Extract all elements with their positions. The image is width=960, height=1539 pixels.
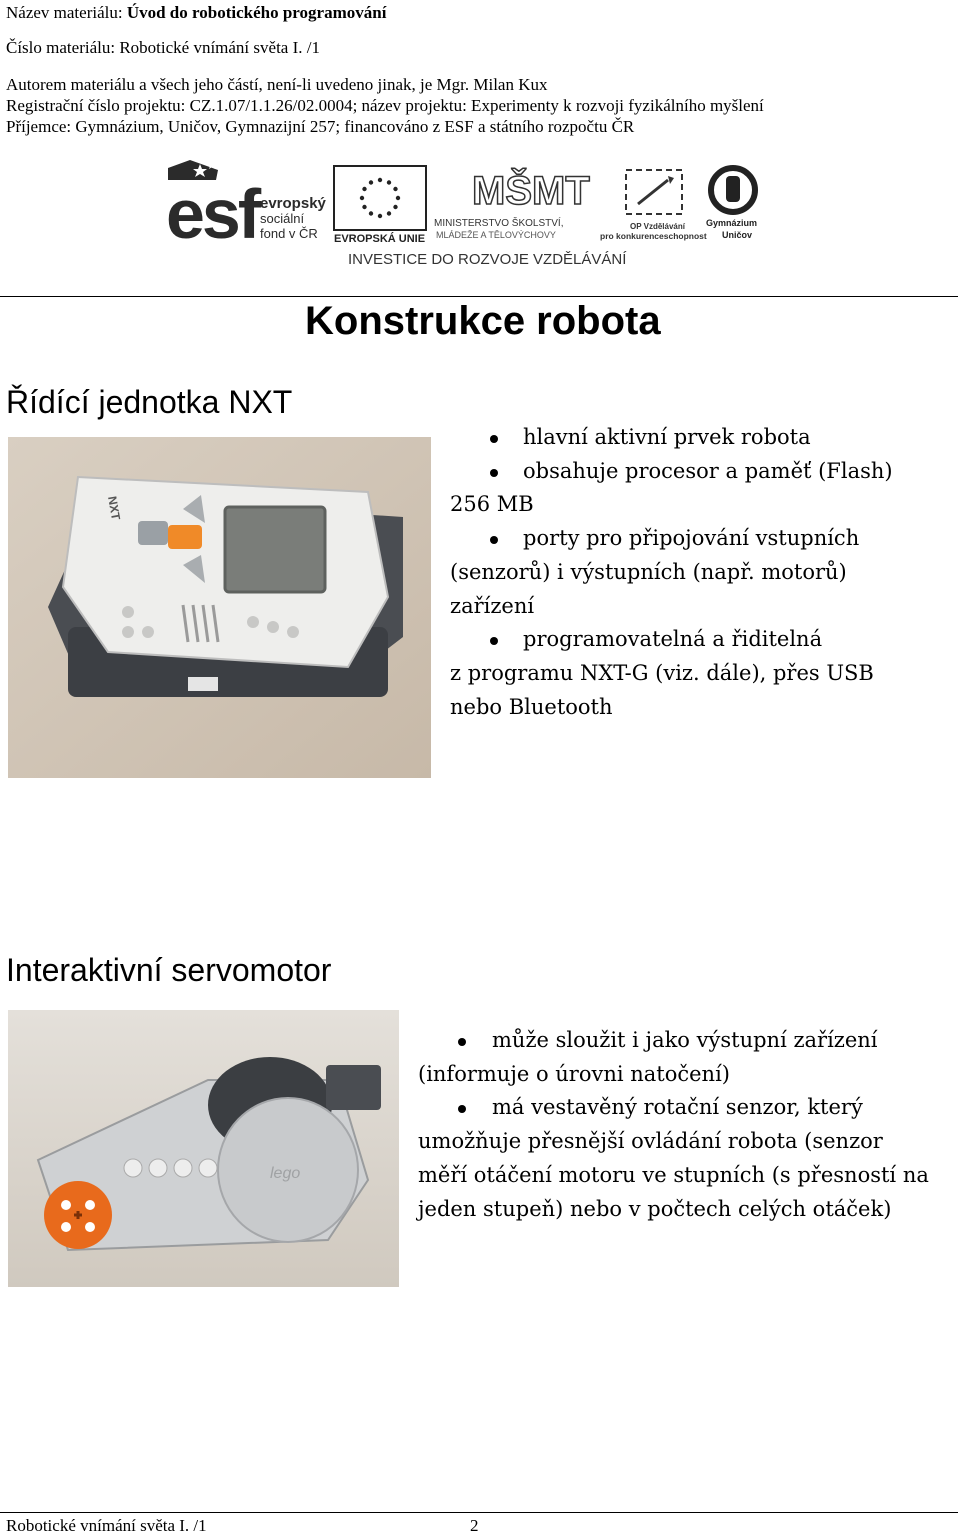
nxt-bullet-3-text: porty pro připojování vstupních [523,526,860,551]
op-logo [600,170,707,241]
nxt-brick-photo [8,437,431,778]
bullet-dot [458,1038,466,1046]
servomotor-photo [8,1010,399,1287]
material-name-label: Název materiálu: [6,3,127,22]
esf-line-3: fond v ČR [260,226,318,241]
footer-text: Robotické vnímání světa I. /1 [6,1516,207,1535]
gymnazium-logo [706,168,757,240]
nxt-bullet-3-cont-2: zařízení [450,593,535,618]
servomotor-logo-text: lego [270,1165,301,1182]
nxt-bullet-2-cont-1: 256 MB [450,492,534,517]
servo-bullet-2-text: má vestavěný rotační senzor, který [492,1095,863,1120]
nxt-bullet-1 [450,421,930,455]
servo-bullet-1 [418,1024,958,1091]
nxt-bullet-list [450,421,930,724]
eu-logo [334,166,426,245]
esf-big-text: esf [166,175,259,253]
servo-bullet-2 [418,1091,958,1226]
page-number: 2 [470,1516,479,1535]
recipient-line: Příjemce: Gymnázium, Uničov, Gymnazijní 257; financováno z ESF a státního rozpočtu ČR [6,117,635,136]
nxt-bullet-4-cont-2: nebo Bluetooth [450,694,613,719]
funding-logos [160,158,780,270]
registration-line: Registrační číslo projektu: CZ.1.07/1.1.26/02.0004; název projektu: Experimenty k rozvoji fyzikálního myšlení [6,96,764,115]
bullet-dot [490,469,498,477]
servomotor-bullet-list [418,1024,958,1226]
nxt-bullet-4 [450,623,930,724]
footer-rule [0,1512,958,1513]
msmt-big-text: MŠMT [472,169,590,213]
esf-line-1: evropský [260,195,326,212]
msmt-logo [434,167,590,240]
material-name-value: Úvod do robotického programování [126,3,387,22]
bullet-dot [490,435,498,443]
nxt-bullet-3 [450,522,930,623]
nxt-bullet-4-cont-1: z programu NXT-G (viz. dále), přes USB [450,660,874,685]
servo-bullet-2-cont-2: měří otáčení motoru ve stupních (s přesností na [418,1162,929,1187]
servo-bullet-2-cont-3: jeden stupeň) nebo v počtech celých otáček) [418,1196,892,1221]
servo-bullet-2-cont-1: umožňuje přesnější ovládání robota (senzor [418,1129,883,1154]
section-heading-nxt: Řídící jednotka NXT [6,384,293,420]
page-title: Konstrukce robota [305,299,661,343]
gym-line-2: Uničov [722,230,753,240]
material-number-line: Číslo materiálu: Robotické vnímání světa I. /1 [6,38,320,57]
op-line-1: OP Vzdělávání [630,222,685,231]
author-line: Autorem materiálu a všech jeho částí, není-li uvedeno jinak, je Mgr. Milan Kux [6,75,548,94]
nxt-photo-label: NXT [105,495,124,522]
msmt-line-1: MINISTERSTVO ŠKOLSTVÍ, [434,218,564,229]
esf-line-2: sociální [260,211,305,226]
nxt-bullet-4-text: programovatelná a řiditelná [523,627,823,652]
eu-label: EVROPSKÁ UNIE [334,233,426,245]
gym-line-1: Gymnázium [706,218,758,228]
nxt-bullet-1-text: hlavní aktivní prvek robota [523,425,811,449]
section-heading-servomotor: Interaktivní servomotor [6,952,332,988]
msmt-line-2: MLÁDEŽE A TĚLOVÝCHOVY [436,230,556,240]
nxt-bullet-3-cont-1: (senzorů) i výstupních (např. motorů) [450,559,847,584]
nxt-bullet-2-text: obsahuje procesor a paměť (Flash) [523,458,893,483]
esf-logo [166,160,327,253]
servo-bullet-1-text: může sloužit i jako výstupní zařízení [492,1028,878,1052]
op-line-2: pro konkurenceschopnost [600,231,707,241]
servo-bullet-1-cont-1: (informuje o úrovni natočení) [418,1061,730,1086]
nxt-bullet-2 [450,455,930,522]
material-name-line [6,3,386,23]
logo-tagline: INVESTICE DO ROZVOJE VZDĚLÁVÁNÍ [348,251,627,268]
